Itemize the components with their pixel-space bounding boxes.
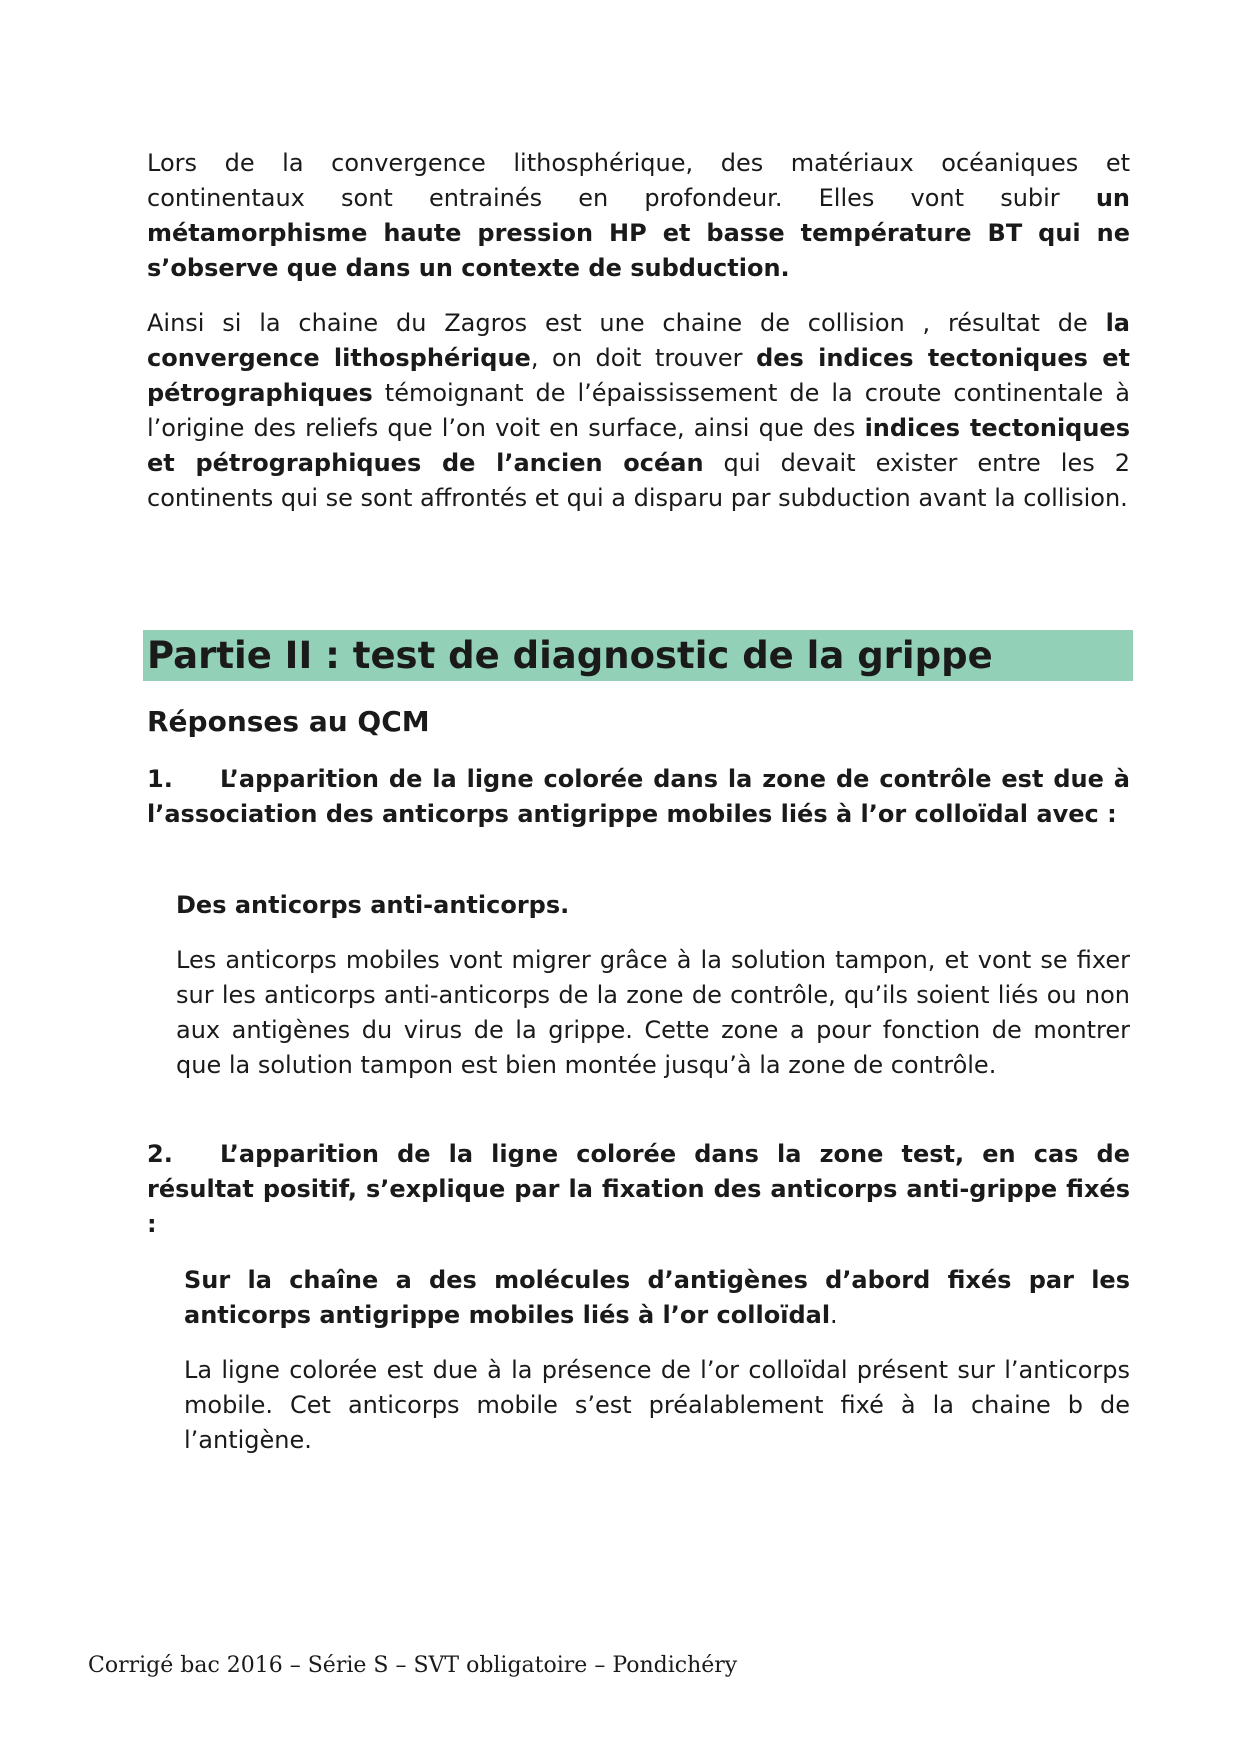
answer-2-end: . bbox=[830, 1301, 838, 1329]
question-1-number: 1. bbox=[147, 765, 173, 793]
question-2-text: L’apparition de la ligne colorée dans la zone test, en cas de résultat positif, s’explique par la fixation des anticorps anti-grippe fixés : bbox=[147, 1140, 1130, 1238]
question-2 bbox=[147, 1137, 1130, 1242]
question-2-number: 2. bbox=[147, 1140, 173, 1168]
intro-p2-g: qui devait exister entre les 2 continents qui se sont affrontés et qui a disparu par subduction avant la collision. bbox=[147, 449, 1130, 512]
intro-p2-e: témoignant de l’épaississement de la croute continentale à l’origine des reliefs que l’on voit en surface, ainsi que des bbox=[147, 379, 1130, 442]
intro-paragraph-1 bbox=[147, 146, 1130, 286]
answer-1 bbox=[176, 888, 1130, 923]
question-1 bbox=[147, 762, 1130, 832]
explanation-2: La ligne colorée est due à la présence de l’or colloïdal présent sur l’anticorps mobile. Cet anticorps mobile s’est préalablement fixé à la chaine b de l’antigène. bbox=[184, 1356, 1130, 1454]
section-title: Partie II : test de diagnostic de la grippe bbox=[147, 634, 993, 677]
answer-1-text: Des anticorps anti-anticorps. bbox=[176, 891, 570, 919]
answer-2 bbox=[184, 1263, 1130, 1333]
qcm-subtitle: Réponses au QCM bbox=[147, 705, 430, 738]
intro-p1-bold: un métamorphisme haute pression HP et basse température BT qui ne s’observe que dans un contexte de subduction. bbox=[147, 184, 1130, 282]
intro-p2-f: indices tectoniques et pétrographiques de l’ancien océan bbox=[147, 414, 1130, 477]
answer-2-text: Sur la chaîne a des molécules d’antigènes d’abord fixés par les anticorps antigrippe mobiles liés à l’or colloïdal bbox=[184, 1266, 1130, 1329]
intro-paragraph-2 bbox=[147, 306, 1130, 516]
intro-p1-text: Lors de la convergence lithosphérique, des matériaux océaniques et continentaux sont entrainés en profondeur. Elles vont subir bbox=[147, 149, 1130, 212]
intro-p2-d: des indices tectoniques et pétrographiques bbox=[147, 344, 1130, 407]
intro-p2-b: la convergence lithosphérique bbox=[147, 309, 1130, 372]
intro-p2-c: , on doit trouver bbox=[530, 344, 757, 372]
question-1-text: L’apparition de la ligne colorée dans la zone de contrôle est due à l’association des anticorps antigrippe mobiles liés à l’or colloïdal avec : bbox=[147, 765, 1130, 828]
explanation-1: Les anticorps mobiles vont migrer grâce à la solution tampon, et vont se fixer sur les anticorps anti-anticorps de la zone de contrôle, qu’ils soient liés ou non aux antigènes du virus de la grippe. Cette zone a pour fonction de montrer que la solution tampon est bien montée jusqu’à la zone de contrôle. bbox=[176, 946, 1130, 1079]
page-footer: Corrigé bac 2016 – Série S – SVT obligatoire – Pondichéry bbox=[88, 1653, 738, 1678]
intro-p2-a: Ainsi si la chaine du Zagros est une chaine de collision , résultat de bbox=[147, 309, 1106, 337]
